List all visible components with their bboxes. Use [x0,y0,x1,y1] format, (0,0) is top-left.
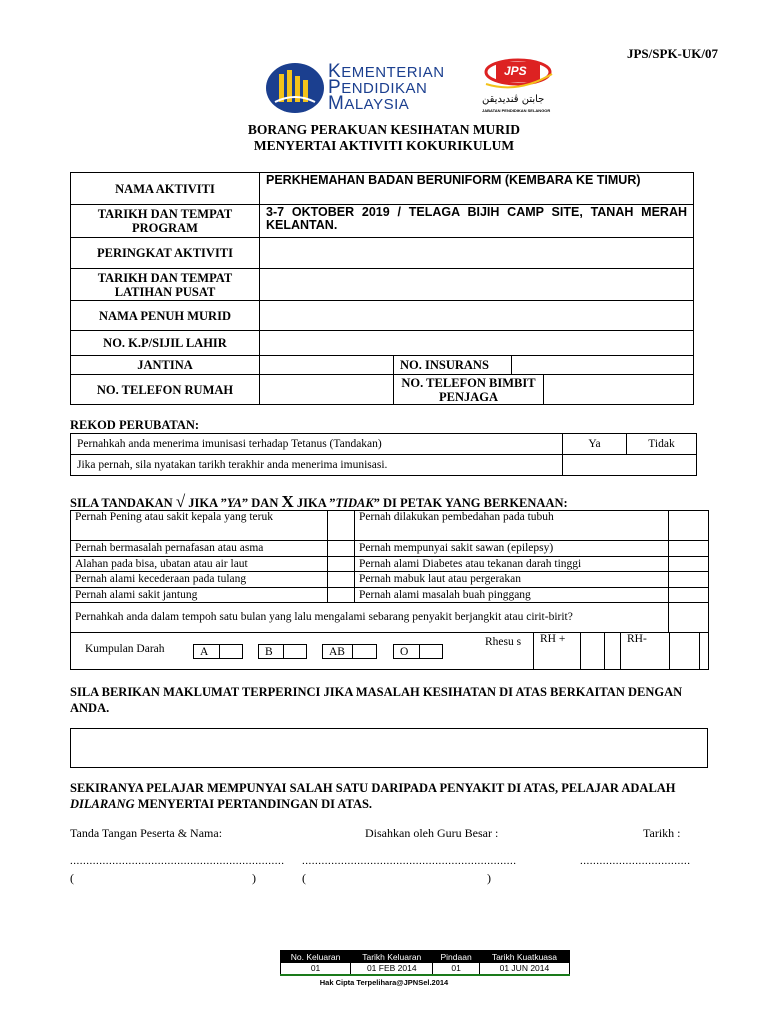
tarikh-latihan-field[interactable] [260,269,694,301]
tandakan-text-4: JIKA ” [296,496,336,510]
condition-right-4-box[interactable] [669,572,709,588]
imunisasi-date-field[interactable] [563,455,697,476]
nama-aktiviti-label: NAMA AKTIVITI [71,173,260,205]
blood-type-a-box [219,645,220,658]
x-mark: X [281,492,294,511]
tandakan-ya: YA [226,496,242,510]
blood-type-ab[interactable] [322,644,377,659]
rh-positive[interactable] [533,632,605,670]
footer-no-keluaran: 01 [281,963,351,975]
condition-right-4: Pernah mabuk laut atau pergerakan [355,572,669,588]
footer-pindaan: 01 [433,963,479,975]
condition-left-3-box[interactable] [328,557,355,572]
telefon-rumah-label: NO. TELEFON RUMAH [71,375,260,405]
detail-heading: SILA BERIKAN MAKLUMAT TERPERINCI JIKA MASALAH KESIHATAN DI ATAS BERKAITAN DENGAN ANDA. [70,685,683,715]
tarikh-label: Tarikh : [643,826,681,840]
jps-logo-text: JPS [504,64,527,78]
nama-aktiviti-value[interactable]: PERKHEMAHAN BADAN BERUNIFORM (KEMBARA KE TIMUR) [260,173,694,205]
condition-left-4-box[interactable] [328,572,355,588]
footer-header-tarikh-keluaran: Tarikh Keluaran [351,951,433,963]
telefon-rumah-field[interactable] [260,375,394,405]
tarikh-program-label: TARIKH DAN TEMPAT PROGRAM [71,205,260,238]
tandakan-text-5: ” DI PETAK YANG BERKENAAN: [373,496,568,510]
title-line-2: MENYERTAI AKTIVITI KOKURIKULUM [253,138,515,153]
footer-tarikh-keluaran: 01 FEB 2014 [351,963,433,975]
jps-logo-caption: JABATAN PENDIDIKAN SELANGOR [482,108,551,113]
telefon-bimbit-field[interactable] [544,375,694,405]
insurans-field[interactable] [512,356,694,375]
revision-table [280,950,570,976]
footer-tarikh-kuatkuasa: 01 JUN 2014 [479,963,569,975]
kpm-logo-icon [265,62,325,114]
title-line-1: BORANG PERAKUAN KESIHATAN MURID [247,122,521,137]
svg-text:جابتن ڤنديديقن: جابتن ڤنديديقن [482,94,545,105]
blood-type-o-box [419,645,420,658]
kp-field[interactable] [260,331,694,356]
condition-right-5: Pernah alami masalah buah pinggang [355,588,669,603]
blood-type-o-label: O [400,646,409,658]
tick-mark: √ [175,492,186,511]
peringkat-field[interactable] [260,238,694,269]
tandakan-text-1: SILA TANDAKAN [70,496,173,510]
detail-field[interactable] [70,728,708,768]
condition-right-2: Pernah mempunyai sakit sawan (epilepsy) [355,541,669,557]
tandakan-text-3: ” DAN [241,496,279,510]
tarikh-line[interactable]: .................................. [580,855,691,867]
guru-signature-line[interactable]: .................................................................. [302,855,517,867]
activity-info-table [70,172,694,405]
rh-positive-box [580,632,581,670]
rekod-heading: REKOD PERUBATAN: [70,418,200,432]
peserta-signature-label: Tanda Tangan Peserta & Nama: [70,826,223,840]
jps-logo [478,54,562,118]
jantina-label: JANTINA [71,356,260,375]
infection-box[interactable] [669,603,709,633]
blood-type-a[interactable] [193,644,243,659]
blood-type-b[interactable] [258,644,307,659]
ministry-name [328,61,445,114]
peserta-name-open: ( [70,871,74,885]
tetanus-tidak[interactable]: Tidak [627,434,697,455]
condition-right-3: Pernah alami Diabetes atau tekanan darah tinggi [355,557,669,572]
tarikh-latihan-label: TARIKH DAN TEMPAT LATIHAN PUSAT [71,269,260,301]
ministry-line-3: MALAYSIA [328,93,410,114]
rh-positive-label: RH + [540,633,566,645]
footer-header-tarikh-kuatkuasa: Tarikh Kuatkuasa [479,951,569,963]
condition-right-3-box[interactable] [669,557,709,572]
blood-group-row [71,633,709,670]
tandakan-text-2: JIKA ” [188,496,227,510]
rh-negative-label: RH- [627,633,647,645]
document-code: JPS/SPK-UK/07 [626,46,718,61]
guru-name-open: ( [302,871,306,885]
blood-group-label: Kumpulan Darah [85,643,165,655]
kp-label: NO. K.P/SIJIL LAHIR [71,331,260,356]
rekod-table [70,433,697,476]
insurans-label: NO. INSURANS [394,356,512,375]
guru-name-close: ) [487,871,491,885]
jantina-field[interactable] [260,356,394,375]
footer-header-no-keluaran: No. Keluaran [281,951,351,963]
condition-left-2: Pernah bermasalah pernafasan atau asma [71,541,328,557]
infection-question: Pernahkah anda dalam tempoh satu bulan yang lalu mengalami sebarang penyakit berjangkit atau cirit-birit? [71,603,669,633]
warning-part-3: MENYERTAI PERTANDINGAN DI ATAS. [137,797,373,811]
ministry-line-2: PENDIDIKAN [328,77,428,98]
peserta-name-close: ) [252,871,256,885]
telefon-bimbit-label: NO. TELEFON BIMBIT PENJAGA [394,375,544,405]
ministry-line-1: KEMENTERIAN [328,61,445,82]
condition-right-2-box[interactable] [669,541,709,557]
peringkat-label: PERINGKAT AKTIVITI [71,238,260,269]
tandakan-tidak: TIDAK [335,496,374,510]
warning-part-1: SEKIRANYA PELAJAR MEMPUNYAI SALAH SATU DARIPADA PENYAKIT DI ATAS, PELAJAR ADALAH [70,781,676,795]
tetanus-question: Pernahkah anda menerima imunisasi terhadap Tetanus (Tandakan) [71,434,563,455]
copyright: Hak Cipta Terpelihara@JPNSel.2014 [319,978,449,987]
form-title [0,122,768,154]
blood-type-a-label: A [200,646,209,658]
rh-negative[interactable] [620,632,700,670]
warning-text [70,780,730,812]
blood-type-ab-box [352,645,353,658]
tandakan-instruction [70,492,568,512]
health-conditions-table [70,510,709,670]
warning-dilarang: DILARANG [70,797,135,811]
tetanus-ya[interactable]: Ya [563,434,627,455]
blood-type-b-label: B [265,646,273,658]
blood-type-ab-label: AB [329,646,345,658]
nama-murid-label: NAMA PENUH MURID [71,301,260,331]
rhesus-label: Rhesu s [485,636,522,648]
condition-left-5: Pernah alami sakit jantung [71,588,328,603]
condition-left-4: Pernah alami kecederaan pada tulang [71,572,328,588]
condition-left-1-box[interactable] [328,511,355,541]
condition-right-5-box[interactable] [669,588,709,603]
peserta-signature-line[interactable]: .................................................................. [70,855,285,867]
condition-right-1-box[interactable] [669,511,709,541]
condition-left-1: Pernah Pening atau sakit kepala yang teruk [71,511,328,541]
condition-right-1: Pernah dilakukan pembedahan pada tubuh [355,511,669,541]
condition-left-5-box[interactable] [328,588,355,603]
blood-type-b-box [283,645,284,658]
nama-murid-field[interactable] [260,301,694,331]
guru-signature-label: Disahkan oleh Guru Besar : [365,826,499,840]
rh-negative-box [669,632,670,670]
footer-header-pindaan: Pindaan [433,951,479,963]
condition-left-2-box[interactable] [328,541,355,557]
imunisasi-date-question: Jika pernah, sila nyatakan tarikh terakhir anda menerima imunisasi. [71,455,563,476]
condition-left-3: Alahan pada bisa, ubatan atau air laut [71,557,328,572]
blood-type-o[interactable] [393,644,443,659]
tarikh-program-value[interactable]: 3-7 OKTOBER 2019 / TELAGA BIJIH CAMP SITE, TANAH MERAH KELANTAN. [260,205,694,238]
